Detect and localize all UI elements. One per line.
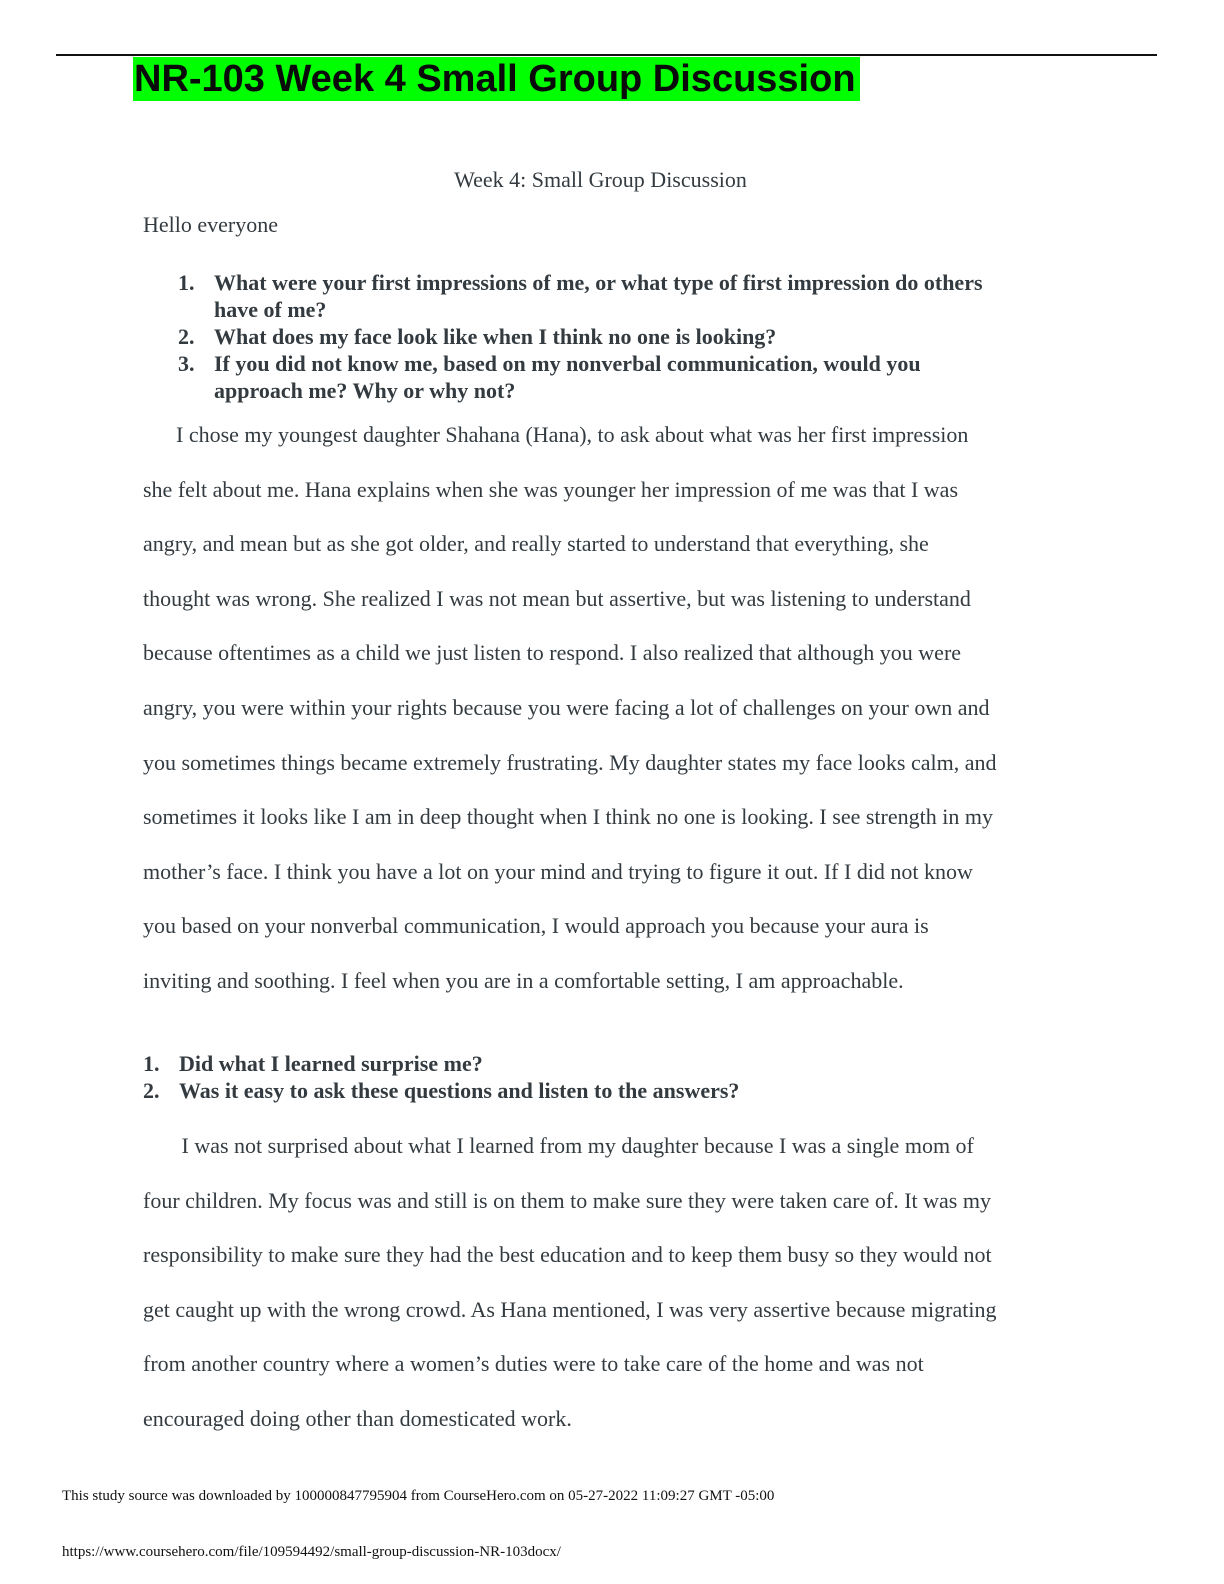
footer-url-link[interactable]: https://www.coursehero.com/file/109594492/small-group-discussion-NR-103docx/ [62,1544,561,1560]
paragraph-line: four children. My focus was and still is on them to make sure they were taken care of. It was my [143,1187,991,1213]
question-line: Was it easy to ask these questions and listen to the answers? [179,1078,740,1103]
paragraph-line: I was not surprised about what I learned from my daughter because I was a single mom of [143,1133,974,1158]
paragraph-line: you based on your nonverbal communication, I would approach you because your aura is [143,913,929,939]
paragraph-line: thought was wrong. She realized I was not mean but assertive, but was listening to understand [143,585,971,611]
paragraph-line: responsibility to make sure they had the best education and to keep them busy so they would not [143,1242,992,1268]
question-number: 2. [178,324,195,349]
question-item [178,269,1084,323]
document-title: NR-103 Week 4 Small Group Discussion [133,57,860,101]
paragraph-line: get caught up with the wrong crowd. As Hana mentioned, I was very assertive because migrating [143,1296,997,1322]
paragraph-line: mother’s face. I think you have a lot on your mind and trying to figure it out. If I did not know [143,858,973,884]
question-line: What does my face look like when I think no one is looking? [214,324,777,349]
question-line: Did what I learned surprise me? [179,1051,483,1076]
question-number: 1. [143,1051,160,1076]
paragraph-line: encouraged doing other than domesticated work. [143,1405,572,1431]
question-line: If you did not know me, based on my nonverbal communication, would you [214,351,921,376]
paragraph-line: angry, you were within your rights because you were facing a lot of challenges on your own and [143,694,990,720]
paragraph-line: sometimes it looks like I am in deep thought when I think no one is looking. I see strength in my [143,804,993,830]
paragraph-line: you sometimes things became extremely frustrating. My daughter states my face looks calm, and [143,749,997,775]
question-item [143,1050,1079,1077]
paragraph-line: inviting and soothing. I feel when you are in a comfortable setting, I am approachable. [143,967,904,993]
paragraph-line: I chose my youngest daughter Shahana (Hana), to ask about what was her first impression [143,422,969,447]
question-list-1 [178,269,1084,404]
subtitle-text: Week 4: Small Group Discussion [454,167,747,192]
paragraph-line: angry, and mean but as she got older, and really started to understand that everything, she [143,531,929,557]
question-line: approach me? Why or why not? [214,378,516,403]
paragraph-line: she felt about me. Hana explains when she was younger her impression of me was that I was [143,476,958,502]
question-number: 1. [178,270,195,295]
document-subtitle [0,166,1224,194]
greeting: Hello everyone [143,212,278,237]
question-number: 3. [178,351,195,376]
question-line: have of me? [214,297,327,322]
response-paragraph-2 [143,1119,1073,1447]
question-list-2 [143,1050,1079,1104]
question-item [178,323,1084,350]
paragraph-line: because oftentimes as a child we just listen to respond. I also realized that although you were [143,640,962,666]
response-paragraph-1 [143,408,1073,1009]
paragraph-line: from another country where a women’s duties were to take care of the home and was not [143,1351,924,1377]
question-item [143,1077,1079,1104]
top-rule [56,54,1157,56]
footer-source-line: This study source was downloaded by 100000847795904 from CourseHero.com on 05-27-2022 11:09:27 GMT -05:00 [62,1488,775,1504]
question-item [178,350,1084,404]
question-number: 2. [143,1078,160,1103]
question-line: What were your first impressions of me, or what type of first impression do others [214,270,983,295]
